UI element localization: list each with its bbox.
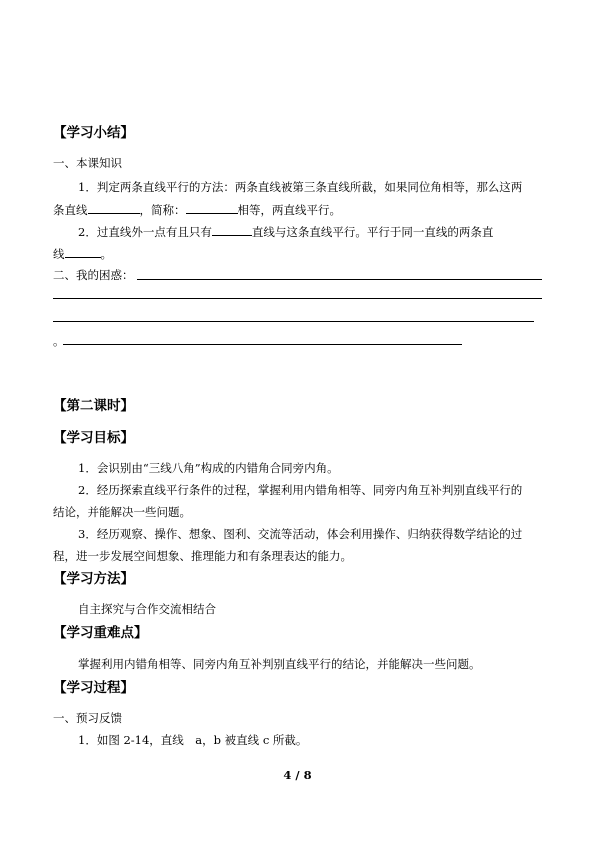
summary-item2-text-part3: 线: [53, 247, 65, 261]
key-points-text: 掌握利用内错角相等、同旁内角互补判别直线平行的结论，并能解决一些问题。: [78, 657, 481, 671]
confusion-answer-line-3[interactable]: [53, 321, 534, 322]
confusion-answer-line-2[interactable]: [53, 298, 542, 299]
summary-item2-line2: [53, 245, 112, 262]
key-points-heading: 【学习重难点】: [53, 625, 148, 641]
confusion-end-period: 。: [53, 334, 65, 348]
goal-3-line2: 程，进一步发展空间想象、推理能力和有条理表达的能力。: [53, 549, 352, 563]
preview-item-1: 1．如图 2-14，直线 a，b 被直线 c 所截。: [78, 733, 308, 747]
summary-item1-text-part1: 条直线: [53, 203, 88, 217]
goal-1: 1．会识别由“三线八角”构成的内错角合同旁内角。: [78, 461, 339, 475]
confusion-answer-line-1[interactable]: [137, 279, 542, 280]
learning-method-heading: 【学习方法】: [53, 571, 134, 587]
summary-item1-text-part3: 相等，两直线平行。: [237, 203, 341, 217]
learning-method-text: 自主探究与合作交流相结合: [78, 602, 216, 616]
section-knowledge-title: 一、本课知识: [53, 156, 122, 170]
fill-blank-one-line[interactable]: [212, 223, 252, 236]
summary-item2-text-part2: 直线与这条直线平行。平行于同一直线的两条直: [251, 225, 494, 239]
goal-2-line2: 结论，并能解决一些问题。: [53, 505, 191, 519]
summary-item1-line1: 1．判定两条直线平行的方法：两条直线被第三条直线所截，如果同位角相等，那么这两: [78, 180, 523, 194]
page-number: 4 / 8: [283, 768, 312, 782]
lesson2-heading: 【第二课时】: [53, 398, 134, 414]
learning-process-heading: 【学习过程】: [53, 680, 134, 696]
preview-feedback-title: 一、预习反馈: [53, 711, 122, 725]
summary-heading: 【学习小结】: [53, 125, 134, 141]
goal-2-line1: 2．经历探索直线平行条件的过程，掌握利用内错角相等、同旁内角互补判别直线平行的: [78, 483, 523, 497]
confusion-answer-line-4[interactable]: [63, 344, 462, 345]
section-confusion-title: 二、我的困惑：: [53, 268, 134, 282]
fill-blank-parallel[interactable]: [88, 201, 140, 214]
learning-goals-heading: 【学习目标】: [53, 430, 134, 446]
goal-3-line1: 3．经历观察、操作、想象、图利、交流等活动，体会利用操作、归纳获得数学结论的过: [78, 527, 523, 541]
summary-item2-text-part1: 2．过直线外一点有且只有: [78, 225, 212, 239]
summary-item2-line1: [78, 223, 493, 240]
summary-item1-text-part2: ，简称：: [139, 203, 186, 217]
fill-blank-short-name[interactable]: [186, 201, 238, 214]
summary-item1-line2: [53, 201, 341, 218]
fill-blank-parallel-lines[interactable]: [65, 245, 101, 258]
summary-item2-text-part4: 。: [100, 247, 112, 261]
